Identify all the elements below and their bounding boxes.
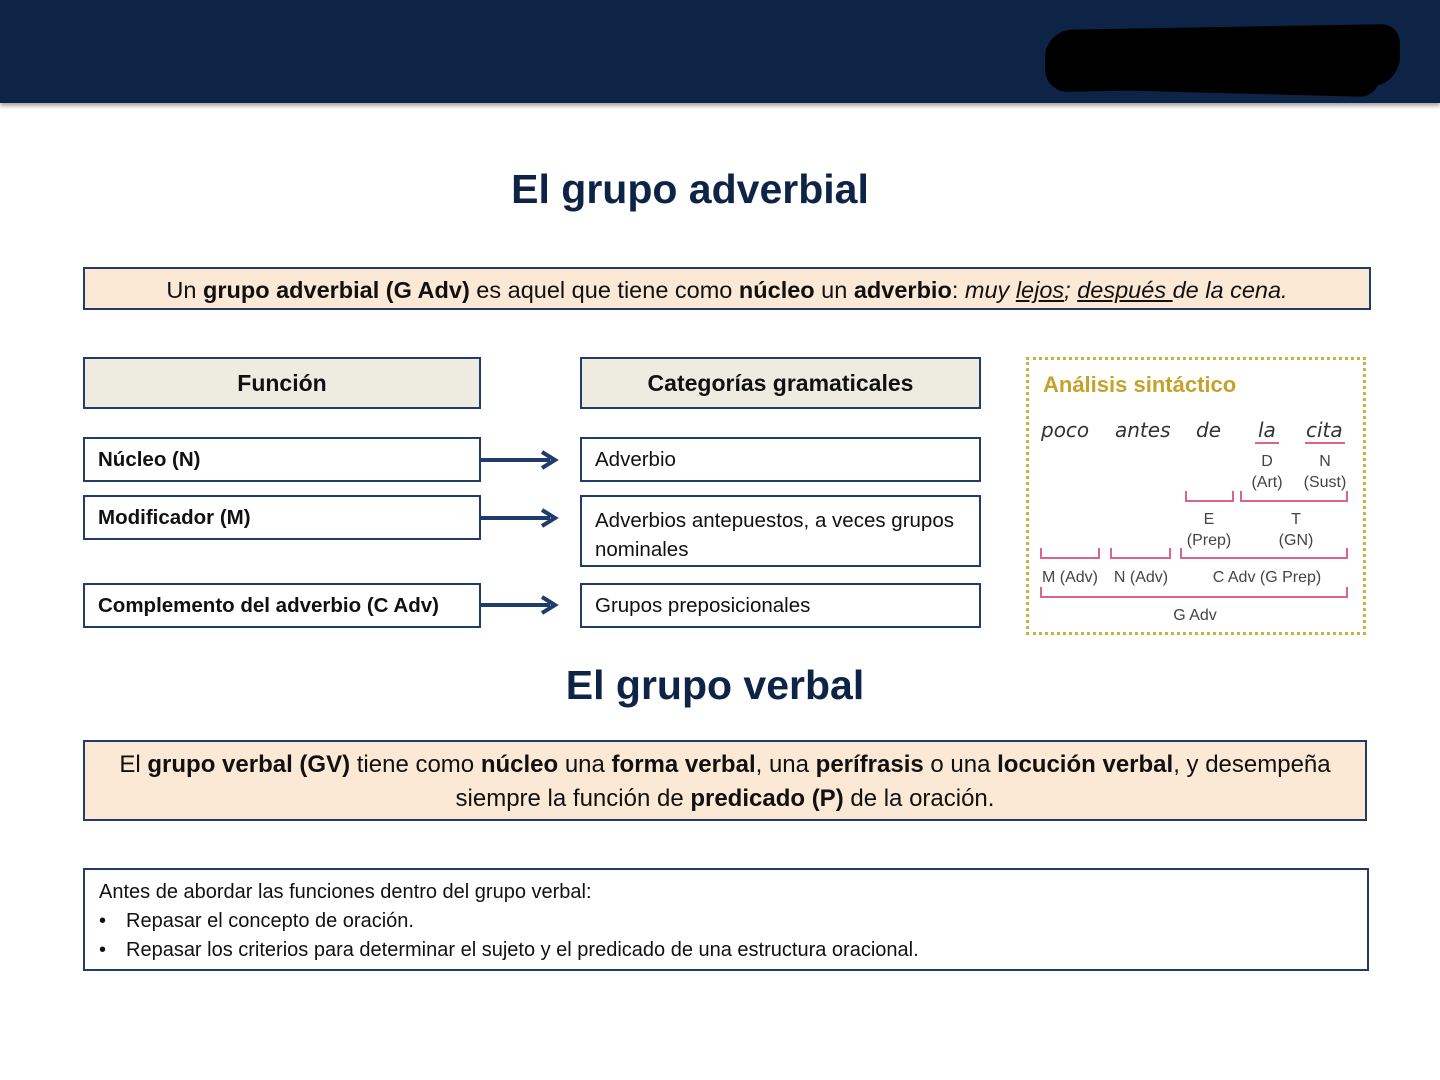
label-t: T	[1291, 511, 1301, 528]
section-title-verbal: El grupo verbal	[565, 662, 865, 708]
label-g-adv: G Adv	[1173, 607, 1217, 624]
analisis-title: Análisis sintáctico	[1043, 372, 1237, 397]
note-list	[99, 907, 1367, 965]
label-n: N	[1319, 453, 1331, 470]
analisis-sintactico-panel	[1026, 357, 1366, 635]
label-gn: (GN)	[1278, 532, 1314, 549]
word-cita: cita	[1306, 418, 1343, 442]
categoria-adverbio: Adverbio	[580, 437, 981, 482]
arrow-right-icon	[480, 595, 560, 615]
header-bar	[0, 0, 1440, 103]
table-header-funcion: Función	[83, 357, 481, 409]
table-header-categorias: Categorías gramaticales	[580, 357, 981, 409]
word-de: de	[1196, 418, 1221, 442]
word-poco: poco	[1041, 418, 1090, 442]
label-prep: (Prep)	[1186, 532, 1232, 549]
arrow-right-icon	[480, 450, 560, 470]
categoria-grupos-preposicionales: Grupos preposicionales	[580, 583, 981, 628]
label-c-adv: C Adv (G Prep)	[1212, 569, 1322, 586]
list-item: • Repasar el concepto de oración.	[99, 907, 1367, 936]
definition-adverbial: Un grupo adverbial (G Adv) es aquel que tiene como núcleo un adverbio: muy lejos; después de la cena.	[83, 267, 1371, 310]
label-sust: (Sust)	[1303, 474, 1347, 491]
section-title-adverbial: El grupo adverbial	[511, 166, 869, 212]
categoria-modificador: Adverbios antepuestos, a veces grupos nominales	[580, 495, 981, 567]
note-box	[83, 868, 1369, 971]
word-antes: antes	[1115, 418, 1171, 442]
label-d: D	[1261, 453, 1273, 470]
funcion-complemento: Complemento del adverbio (C Adv)	[83, 583, 481, 628]
definition-verbal: El grupo verbal (GV) tiene como núcleo una forma verbal, una perífrasis o una locución verbal, y desempeña siempre la función de predicado (P) de la oración.	[83, 740, 1367, 821]
word-la: la	[1258, 418, 1276, 442]
label-art: (Art)	[1251, 474, 1283, 491]
list-item: • Repasar los criterios para determinar el sujeto y el predicado de una estructura oracional.	[99, 936, 1367, 965]
arrow-right-icon	[480, 508, 560, 528]
label-m-adv: M (Adv)	[1042, 569, 1098, 586]
redaction-mark-overlap	[1059, 41, 1380, 97]
note-intro: Antes de abordar las funciones dentro del grupo verbal:	[99, 881, 592, 903]
funcion-nucleo: Núcleo (N)	[83, 437, 481, 482]
label-n-adv: N (Adv)	[1113, 569, 1169, 586]
label-e: E	[1203, 511, 1215, 528]
funcion-modificador: Modificador (M)	[83, 495, 481, 540]
syntax-tree-diagram	[1029, 360, 1363, 632]
